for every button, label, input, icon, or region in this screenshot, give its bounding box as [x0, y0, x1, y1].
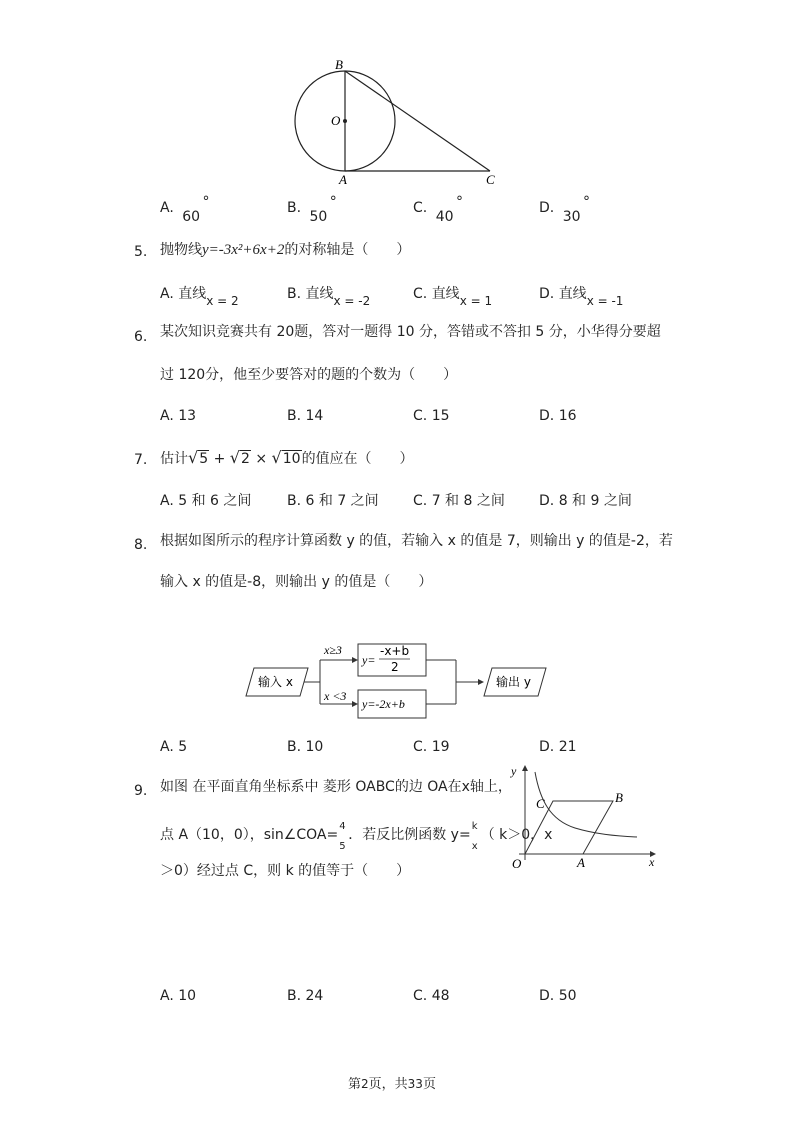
label-b: B — [615, 790, 623, 805]
label-b: B — [335, 57, 343, 72]
q8-stem-line2: 输入 x 的值是-8，则输出 y 的值是（ ） — [160, 574, 433, 590]
option-value: 19 — [431, 739, 450, 755]
option-letter: D. — [539, 200, 555, 216]
q6-option-d[interactable] — [539, 408, 577, 424]
y-axis-arrow — [522, 765, 528, 771]
degree-mark: ° — [582, 194, 590, 210]
input-label: 输入 x — [258, 675, 293, 689]
option-value: 13 — [178, 408, 197, 424]
q9-number: 9. — [134, 783, 148, 799]
q8-flowchart — [240, 638, 560, 738]
q8-stem-line1: 根据如图所示的程序计算函数 y 的值，若输入 x 的值是 7，则输出 y 的值是-2，若 — [160, 533, 673, 549]
degree-mark: ° — [329, 194, 337, 210]
times-sign: × — [255, 451, 268, 467]
condition-top: x≥3 — [324, 643, 342, 657]
option-value: 5 和 6 之间 — [178, 493, 252, 509]
degree-mark: ° — [455, 194, 463, 210]
q4-option-a[interactable] — [160, 194, 210, 225]
option-value: 24 — [305, 988, 324, 1004]
option-letter: B. — [287, 739, 302, 755]
option-label: 直线 — [305, 286, 334, 302]
option-letter: C. — [413, 286, 428, 302]
q8-option-c[interactable] — [413, 739, 450, 755]
option-value: 7 和 8 之间 — [431, 493, 505, 509]
q6-option-a[interactable] — [160, 408, 196, 424]
q4-option-d[interactable] — [539, 194, 590, 225]
q5-option-a[interactable] — [160, 283, 239, 308]
page-footer — [348, 1073, 436, 1092]
q7-pre: 估计 — [160, 451, 188, 467]
q7-option-d[interactable] — [539, 490, 632, 510]
option-letter: C. — [413, 408, 428, 424]
option-value: 6 和 7 之间 — [305, 493, 379, 509]
q5-pre: 抛物线 — [160, 242, 202, 258]
option-letter: A. — [160, 988, 174, 1004]
option-letter: D. — [539, 739, 555, 755]
option-value: 48 — [431, 988, 450, 1004]
q5-expression: y=-3x²+6x+2 — [202, 242, 285, 258]
q9-option-d[interactable] — [539, 988, 577, 1004]
option-letter: D. — [539, 493, 555, 509]
q9-option-a[interactable] — [160, 988, 196, 1004]
q9-stem-line3: ＞0）经过点 C，则 k 的值等于（ ） — [160, 863, 411, 879]
q5-stem — [160, 241, 410, 259]
q9-point-a: 点 A（10，0），sin∠COA= — [160, 827, 339, 843]
q5-option-d[interactable] — [539, 283, 624, 308]
label-c: C — [486, 172, 495, 187]
q9-option-c[interactable] — [413, 988, 450, 1004]
option-letter: D. — [539, 286, 555, 302]
box-top-denominator: 2 — [391, 660, 399, 674]
fraction-k-x: k x — [471, 821, 478, 852]
option-value: 10 — [305, 739, 324, 755]
q7-post: 的值应在（ ） — [301, 451, 414, 467]
option-value: x = -2 — [333, 294, 371, 308]
label-c: C — [536, 796, 545, 811]
label-a: A — [577, 855, 585, 870]
q8-number: 8. — [134, 537, 148, 553]
center-point — [343, 119, 347, 123]
q9-option-b[interactable] — [287, 988, 323, 1004]
q6-number: 6. — [134, 329, 148, 345]
option-value: x = 1 — [459, 294, 493, 308]
radical-5: √5 — [188, 448, 209, 467]
option-value: 16 — [558, 408, 577, 424]
label-x: x — [649, 855, 655, 869]
option-letter: B. — [287, 408, 302, 424]
option-letter: D. — [539, 408, 555, 424]
label-o: O — [512, 856, 522, 871]
option-value: 15 — [431, 408, 450, 424]
option-value: 21 — [558, 739, 577, 755]
q5-post: 的对称轴是（ ） — [284, 242, 411, 258]
q9-stem-line1: 如图 在平面直角坐标系中 菱形 OABC的边 OA在x轴上， — [160, 779, 512, 795]
q7-option-c[interactable] — [413, 490, 505, 510]
q7-option-b[interactable] — [287, 490, 379, 510]
option-letter: C. — [413, 493, 428, 509]
box-bottom-formula: y=-2x+b — [362, 697, 405, 711]
option-value: 50 — [558, 988, 577, 1004]
q9-condition: （ k＞0，x — [480, 827, 553, 843]
footer-pre: 第 — [348, 1077, 362, 1092]
option-letter: A. — [160, 739, 174, 755]
q9-stem-line2 — [160, 821, 553, 852]
arrow-bottom — [352, 701, 358, 707]
option-label: 直线 — [558, 286, 587, 302]
option-value: 30 — [562, 209, 581, 225]
q4-option-c[interactable] — [413, 194, 463, 225]
q9-function: ．若反比例函数 y= — [348, 827, 471, 843]
option-value: 8 和 9 之间 — [558, 493, 632, 509]
option-label: 直线 — [178, 286, 207, 302]
q6-option-c[interactable] — [413, 408, 450, 424]
box-top-numerator: -x+b — [380, 644, 410, 658]
q5-number: 5. — [134, 244, 148, 260]
q4-option-b[interactable] — [287, 194, 337, 225]
fraction-4-5: 4 5 — [339, 821, 346, 852]
option-value: x = -1 — [586, 294, 624, 308]
label-a: A — [339, 172, 347, 187]
q7-option-a[interactable] — [160, 490, 251, 510]
option-value: 60 — [182, 209, 201, 225]
option-letter: C. — [413, 200, 428, 216]
option-letter: B. — [287, 200, 302, 216]
page-number: 2 — [361, 1077, 369, 1091]
option-value: 10 — [178, 988, 197, 1004]
q7-number: 7. — [134, 452, 148, 468]
box-top-lhs: y= — [362, 653, 376, 667]
radical-10: √10 — [271, 448, 301, 467]
degree-mark: ° — [202, 194, 210, 210]
option-letter: B. — [287, 493, 302, 509]
option-letter: A. — [160, 408, 174, 424]
option-letter: A. — [160, 493, 174, 509]
option-letter: B. — [287, 286, 302, 302]
q4-figure — [285, 55, 505, 190]
option-letter: D. — [539, 988, 555, 1004]
option-letter: A. — [160, 200, 174, 216]
output-label: 输出 y — [496, 675, 531, 689]
option-value: x = 2 — [206, 294, 239, 308]
option-value: 50 — [309, 209, 328, 225]
arrow-out — [478, 679, 484, 685]
option-letter: B. — [287, 988, 302, 1004]
q6-option-b[interactable] — [287, 408, 323, 424]
plus-sign: + — [213, 451, 226, 467]
total-pages: 33 — [407, 1077, 423, 1091]
q9-figure — [505, 760, 665, 875]
option-letter: C. — [413, 739, 428, 755]
option-value: 14 — [305, 408, 324, 424]
option-letter: A. — [160, 286, 174, 302]
option-value: 40 — [435, 209, 454, 225]
q5-option-b[interactable] — [287, 283, 371, 308]
option-value: 5 — [178, 739, 188, 755]
segment-bc — [345, 71, 490, 171]
label-o: O — [331, 113, 341, 128]
q8-option-b[interactable] — [287, 739, 323, 755]
q8-option-a[interactable] — [160, 739, 187, 755]
option-letter: C. — [413, 988, 428, 1004]
arrow-top — [352, 657, 358, 663]
option-label: 直线 — [431, 286, 460, 302]
footer-mid: 页，共 — [368, 1077, 408, 1092]
footer-post: 页 — [422, 1077, 436, 1092]
radical-2: √2 — [229, 448, 250, 467]
label-y: y — [511, 764, 517, 778]
q6-stem-line2: 过 120分，他至少要答对的题的个数为（ ） — [160, 367, 458, 383]
q5-option-c[interactable] — [413, 283, 493, 308]
condition-bottom: x <3 — [324, 689, 347, 703]
q8-option-d[interactable] — [539, 739, 577, 755]
q7-stem — [160, 449, 414, 468]
q6-stem-line1: 某次知识竞赛共有 20题，答对一题得 10 分，答错或不答扣 5 分，小华得分要超 — [160, 324, 661, 340]
